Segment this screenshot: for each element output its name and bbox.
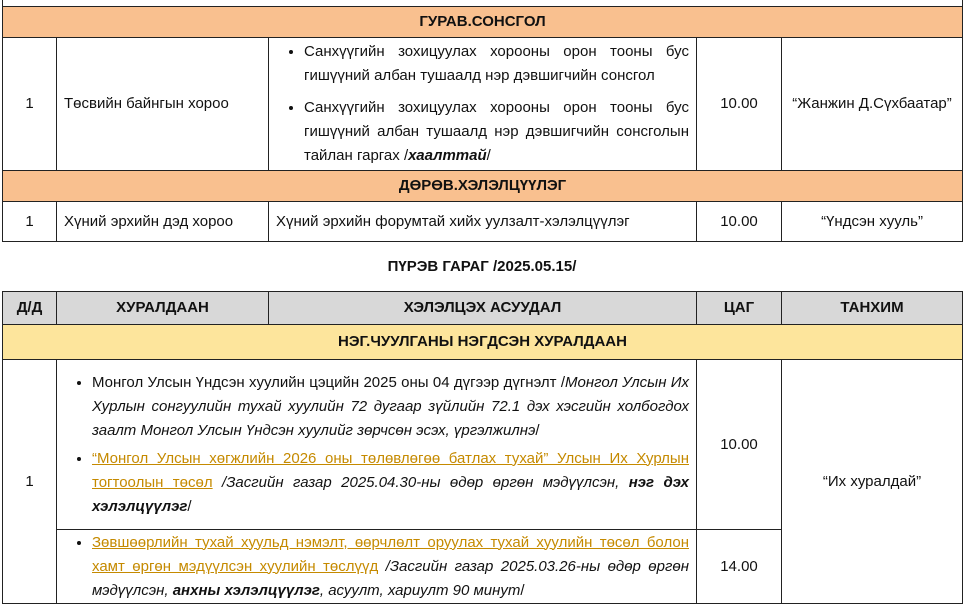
topic-item: • Санхүүгийн зохицуулах хорооны орон тооны бус гишүүний албан тушаалд нэр дэвшигчийн сонсгол: [304, 40, 689, 88]
day-title: ПҮРЭВ ГАРАГ /2025.05.15/: [387, 258, 577, 275]
room-cell: “Их хуралдай”: [782, 360, 963, 604]
row-number: 1: [3, 202, 57, 242]
time-cell: 10.00: [697, 38, 782, 171]
schedule-table-top: [2, 0, 963, 242]
section-title-discussion: ДӨРӨВ.ХЭЛЭЛЦҮҮЛЭГ: [3, 171, 963, 202]
header-no: Д/Д: [3, 292, 57, 325]
section-title-hearing: ГУРАВ.СОНСГОЛ: [3, 7, 963, 38]
bill-link[interactable]: “Монгол Улсын хөгжлийн 2026 оны төлөвлөгөө батлах тухай” Улсын Их Хурлын тогтоолын төсөл: [92, 449, 689, 491]
header-topic: ХЭЛЭЛЦЭХ АСУУДАЛ: [269, 292, 697, 325]
header-time: ЦАГ: [697, 292, 782, 325]
topic-cell: Хүний эрхийн форумтай хийх уулзалт-хэлэлцүүлэг: [269, 202, 697, 242]
schedule-table-thursday: [2, 291, 963, 604]
topic-item: • “Монгол Улсын хөгжлийн 2026 оны төлөвлөгөө батлах тухай” Улсын Их Хурлын тогтоолын төсөл /Засгийн газар 2025.04.30-ны өдөр өргөн мэдүүлсэн, нэг дэх хэлэлцүүлэг/: [92, 447, 689, 519]
committee-name: Хүний эрхийн дэд хороо: [57, 202, 269, 242]
section-title-plenary: НЭГ.ЧУУЛГАНЫ НЭГДСЭН ХУРАЛДААН: [3, 325, 963, 360]
header-room: ТАНХИМ: [782, 292, 963, 325]
committee-name: Төсвийн байнгын хороо: [57, 38, 269, 171]
row-number: 1: [3, 360, 57, 604]
bill-link[interactable]: Зөвшөөрлийн тухай хуульд нэмэлт, өөрчлөлт оруулах тухай хуулийн төсөл болон хамт өргөн мэдүүлсэн хуулийн төслүүд: [92, 533, 689, 575]
time-cell: 14.00: [697, 530, 782, 604]
topic-cell: [57, 360, 697, 530]
time-cell: 10.00: [697, 360, 782, 530]
topic-item: • Монгол Улсын Үндсэн хуулийн цэцийн 2025 оны 04 дүгээр дүгнэлт /Монгол Улсын Их Хурлын сонгуулийн тухай хуулийн 72 дугаар зүйлийн 72.1 дэх хэсгийн холбогдох заалт Монгол Улсын Үндсэн хуулийг зөрчсөн эсэх, үргэлжилнэ/: [92, 371, 689, 443]
row-number: 1: [3, 38, 57, 171]
topic-item: • Санхүүгийн зохицуулах хорооны орон тооны бус гишүүний албан тушаалд нэр дэвшигчийн сонсголын тайлан гаргах /хаалттай/: [304, 96, 689, 168]
topic-cell: [57, 530, 697, 604]
room-cell: “Үндсэн хууль”: [782, 202, 963, 242]
room-cell: “Жанжин Д.Сүхбаатар”: [782, 38, 963, 171]
topic-cell: [269, 38, 697, 171]
topic-item: • Зөвшөөрлийн тухай хуульд нэмэлт, өөрчлөлт оруулах тухай хуулийн төсөл болон хамт өргөн мэдүүлсэн хуулийн төслүүд /Засгийн газар 2025.03.26-ны өдөр өргөн мэдүүлсэн, анхны хэлэлцүүлэг, асуулт, хариулт 90 минут/: [92, 531, 689, 603]
time-cell: 10.00: [697, 202, 782, 242]
header-session: ХУРАЛДААН: [57, 292, 269, 325]
